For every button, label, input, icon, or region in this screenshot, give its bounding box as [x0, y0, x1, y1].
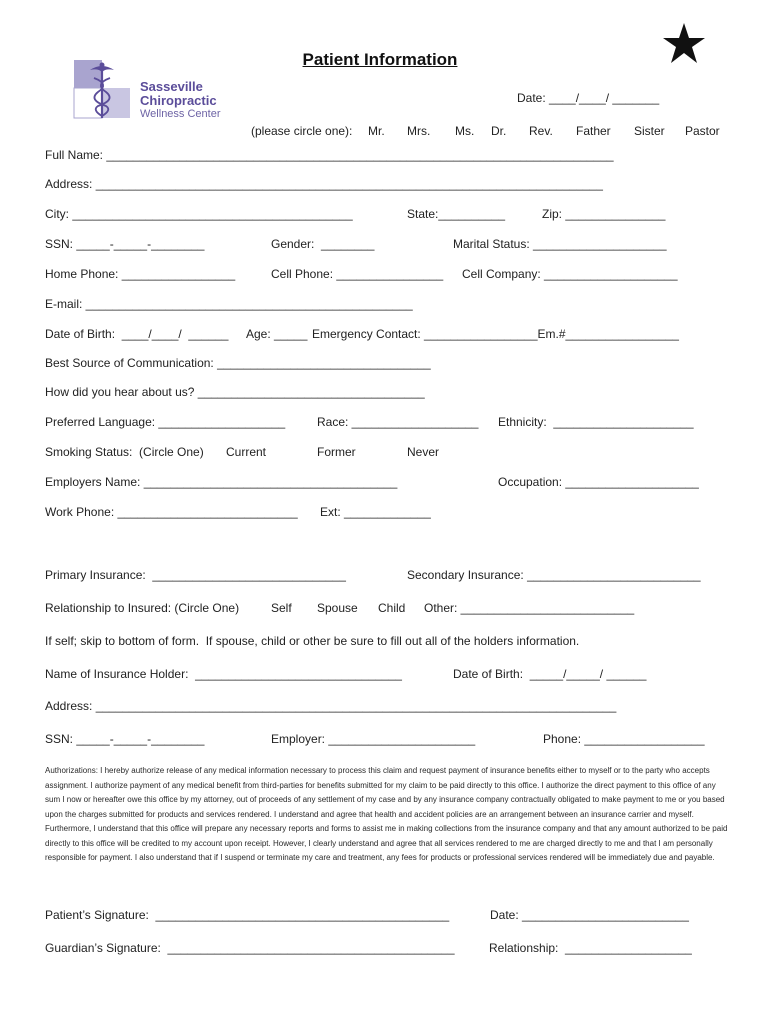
insurance-holder-employer-field[interactable]: Employer: ______________________ — [271, 732, 476, 746]
authorization-text: Authorizations: I hereby authorize release of any medical information necessary to process this claim and request payment of insurance benefits either to myself or to the party who accepts assignment. I authorize payment of any medical benefit from third-parties for benefits submitted for my claim to be paid directly to this office. I authorize the direct payment to this office of any sum I now or hereafter owe this office by my attorney, out of proceeds of any settlement of my case and by any insurance company contractually obligated to make payment to me or you based upon the charges submitted for products and services rendered. I understand and agree that health and accident policies are an arrangement between an insurance carrier and myself. Furthermore, I understand that this office will prepare any necessary reports and forms to assist me in making collections from the insurance company and that any amount authorized to be paid directly to this office will be credited to my account upon receipt. However, I clearly understand and agree that all services rendered to me are charged directly to me and that I am personally responsible for payment. I also understand that if I suspend or terminate my care and treatment, any fees for products or professional services rendered will be immediately due and payable. — [45, 766, 728, 862]
insurance-holder-address-field[interactable]: Address: ______________________________________________________________________________ — [45, 699, 617, 713]
state-field[interactable]: State:__________ — [407, 207, 506, 221]
relationship-other-field[interactable]: Other: __________________________ — [424, 601, 635, 615]
logo-line-1: Sasseville — [140, 79, 203, 94]
city-field[interactable]: City: __________________________________________ — [45, 207, 353, 221]
page-title: Patient Information — [302, 50, 458, 69]
race-field[interactable]: Race: ___________________ — [317, 415, 479, 429]
title-option-dr[interactable]: Dr. — [491, 124, 507, 138]
emergency-contact-field[interactable]: Emergency Contact: _________________Em.#_________________ — [312, 327, 679, 341]
logo-line-3: Wellness Center — [140, 108, 221, 120]
title-option-rev[interactable]: Rev. — [529, 124, 553, 138]
work-phone-field[interactable]: Work Phone: ___________________________ — [45, 505, 298, 519]
title-option-mrs[interactable]: Mrs. — [407, 124, 431, 138]
title-option-father[interactable]: Father — [576, 124, 611, 138]
age-field[interactable]: Age: _____ — [246, 327, 308, 341]
title-option-sister[interactable]: Sister — [634, 124, 665, 138]
insurance-holder-phone-field[interactable]: Phone: __________________ — [543, 732, 705, 746]
secondary-insurance-field[interactable]: Secondary Insurance: __________________________ — [407, 568, 701, 582]
relationship-option-spouse[interactable]: Spouse — [317, 601, 358, 615]
primary-insurance-field[interactable]: Primary Insurance: _____________________________ — [45, 568, 346, 582]
patient-signature-field[interactable]: Patient’s Signature: ____________________________________________ — [45, 908, 450, 922]
ethnicity-field[interactable]: Ethnicity: _____________________ — [498, 415, 694, 429]
title-option-ms[interactable]: Ms. — [455, 124, 475, 138]
cell-phone-field[interactable]: Cell Phone: ________________ — [271, 267, 444, 281]
guardian-signature-field[interactable]: Guardian’s Signature: ___________________________________________ — [45, 941, 455, 955]
home-phone-field[interactable]: Home Phone: _________________ — [45, 267, 236, 281]
gender-field[interactable]: Gender: ________ — [271, 237, 375, 251]
smoking-option-current[interactable]: Current — [226, 445, 267, 459]
full-name-field[interactable]: Full Name: ____________________________________________________________________________ — [45, 148, 614, 162]
date-of-birth-field[interactable]: Date of Birth: ____/____/ ______ — [45, 327, 229, 341]
smoking-option-never[interactable]: Never — [407, 445, 440, 459]
date-field[interactable]: Date: ____/____/ _______ — [517, 91, 660, 105]
insurance-holder-dob-field[interactable]: Date of Birth: _____/_____/ ______ — [453, 667, 647, 681]
smoking-option-former[interactable]: Former — [317, 445, 356, 459]
relationship-option-child[interactable]: Child — [378, 601, 406, 615]
title-circle-prompt: (please circle one): — [251, 124, 353, 138]
insurance-instruction-note: If self; skip to bottom of form. If spouse, child or other be sure to fill out all of the holders information. — [45, 634, 580, 648]
zip-field[interactable]: Zip: _______________ — [542, 207, 666, 221]
employer-name-field[interactable]: Employers Name: ______________________________________ — [45, 475, 398, 489]
insurance-holder-ssn-field[interactable]: SSN: _____-_____-________ — [45, 732, 205, 746]
signature-date-field[interactable]: Date: _________________________ — [490, 908, 689, 922]
email-field[interactable]: E-mail: _________________________________________________ — [45, 297, 413, 311]
logo-line-2: Chiropractic — [140, 93, 217, 108]
ext-field[interactable]: Ext: _____________ — [320, 505, 431, 519]
relationship-option-self[interactable]: Self — [271, 601, 292, 615]
hear-about-us-field[interactable]: How did you hear about us? __________________________________ — [45, 385, 425, 399]
insurance-holder-name-field[interactable]: Name of Insurance Holder: _______________________________ — [45, 667, 402, 681]
address-field[interactable]: Address: ____________________________________________________________________________ — [45, 177, 603, 191]
cell-company-field[interactable]: Cell Company: ____________________ — [462, 267, 678, 281]
best-source-field[interactable]: Best Source of Communication: ________________________________ — [45, 356, 431, 370]
guardian-relationship-field[interactable]: Relationship: ___________________ — [489, 941, 692, 955]
title-option-pastor[interactable]: Pastor — [685, 124, 720, 138]
ssn-field[interactable]: SSN: _____-_____-________ — [45, 237, 205, 251]
title-option-mr[interactable]: Mr. — [368, 124, 385, 138]
occupation-field[interactable]: Occupation: ____________________ — [498, 475, 699, 489]
marital-status-field[interactable]: Marital Status: ____________________ — [453, 237, 667, 251]
preferred-language-field[interactable]: Preferred Language: ___________________ — [45, 415, 286, 429]
relationship-label: Relationship to Insured: (Circle One) — [45, 601, 240, 615]
smoking-status-label: Smoking Status: (Circle One) — [45, 445, 204, 459]
